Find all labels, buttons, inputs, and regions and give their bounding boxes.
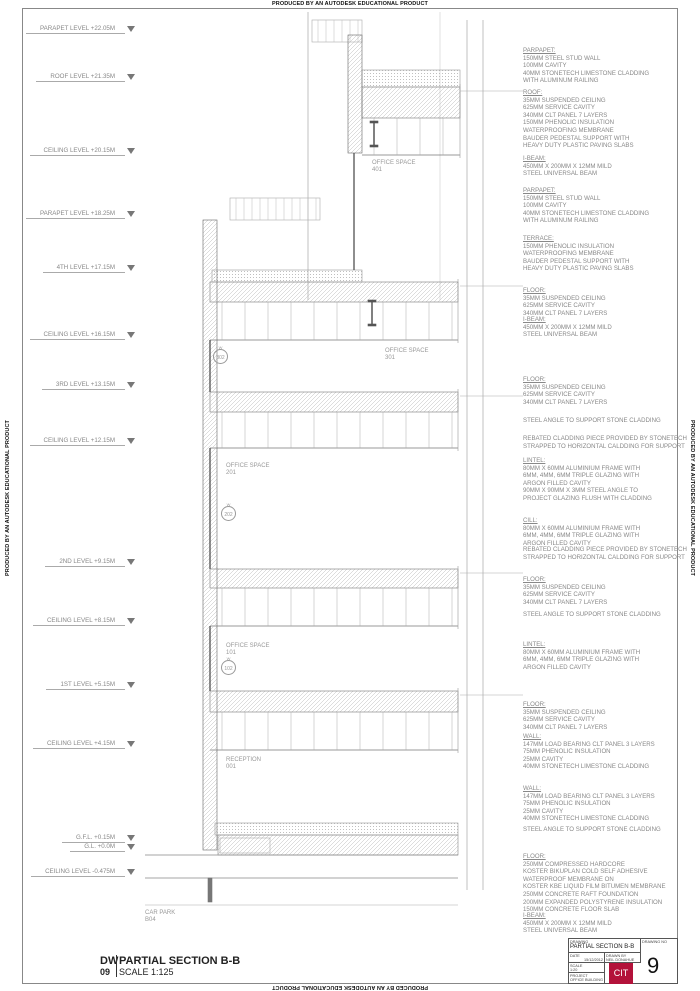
roof-insulation	[362, 70, 460, 87]
note-line: 40MM STONETECH LIMESTONE CLADDING	[523, 69, 650, 77]
annotation-note	[523, 826, 661, 834]
level-marker	[43, 264, 125, 273]
note-heading: I-BEAM:	[523, 912, 546, 919]
level-label: PARAPET LEVEL +18.25M	[39, 210, 115, 217]
note-line: 147MM LOAD BEARING CLT PANEL 3 LAYERS	[523, 792, 655, 800]
annotation-note	[523, 417, 661, 425]
note-line: 625MM SERVICE CAVITY	[523, 302, 595, 310]
level-label: CEILING LEVEL +20.15M	[43, 147, 115, 154]
level-marker	[70, 843, 125, 852]
tb-drawing-no: 9	[647, 953, 660, 978]
tb-project: OFFICE BUILDING	[570, 978, 603, 982]
level-triangle-icon	[127, 438, 135, 444]
window-tag: W 302	[213, 349, 228, 364]
note-line: HEAVY DUTY PLASTIC PAVING SLABS	[523, 265, 634, 273]
annotation-note	[523, 912, 612, 935]
level-label: G.F.L. +0.15M	[75, 834, 115, 841]
level-marker	[45, 558, 125, 567]
annotation-note	[523, 47, 649, 85]
room-label	[372, 160, 416, 174]
annotation-note	[523, 546, 687, 561]
level-label: PARAPET LEVEL +22.05M	[39, 25, 115, 32]
level-triangle-icon	[127, 332, 135, 338]
note-heading: FLOOR:	[523, 376, 546, 383]
level-marker	[36, 73, 125, 82]
level-marker	[30, 147, 125, 156]
drawing-scale: SCALE 1:125	[116, 967, 174, 977]
note-line: 40MM STONETECH LIMESTONE CLADDING	[523, 763, 650, 771]
room-name: OFFICE SPACE	[372, 160, 416, 166]
annotation-note	[523, 187, 649, 225]
note-line: 100MM CAVITY	[523, 202, 567, 210]
annotation-note	[523, 155, 612, 178]
note-heading: PARPAPET:	[523, 47, 556, 54]
room-name: RECEPTION	[226, 757, 262, 763]
note-heading: TERRACE:	[523, 235, 554, 242]
annotation-note	[523, 287, 607, 317]
note-heading: WALL:	[523, 785, 542, 792]
room-number: 401	[372, 167, 383, 173]
tb-drawn-by-label: DRAWN BY	[606, 954, 627, 958]
note-line: 625MM SERVICE CAVITY	[523, 716, 595, 724]
annotation-note	[523, 733, 655, 771]
note-heading: PARPAPET:	[523, 187, 556, 194]
room-number: 201	[226, 470, 237, 476]
note-line: STEEL ANGLE TO SUPPORT STONE CLADDING	[523, 417, 661, 424]
room-number: 101	[226, 650, 237, 656]
room-label	[385, 348, 429, 362]
level-label: CEILING LEVEL -0.475M	[45, 868, 115, 875]
note-line: 340MM CLT PANEL 7 LAYERS	[523, 398, 608, 406]
terrace-insulation	[212, 270, 362, 282]
note-line: 80MM X 60MM ALUMINIUM FRAME WITH	[523, 524, 641, 532]
basement-i-beam	[208, 878, 212, 902]
room-number: 301	[385, 355, 396, 361]
note-line: HEAVY DUTY PLASTIC PAVING SLABS	[523, 142, 634, 150]
clt-floor-slab	[210, 282, 458, 302]
note-line: WITH ALUMINUM RAILING	[523, 217, 599, 225]
room-name: CAR PARK	[145, 910, 176, 916]
note-line: WATERPROOF MEMBRANE ON	[523, 875, 614, 883]
note-line: 35MM SUSPENDED CEILING	[523, 708, 606, 716]
note-line: 6MM, 4MM, 6MM TRIPLE GLAZING WITH	[523, 472, 640, 480]
upper-parapet-wall	[348, 35, 362, 153]
note-line: WATERPROOFING MEMBRANE	[523, 250, 614, 258]
watermark-left: PRODUCED BY AN AUTODESK EDUCATIONAL PRODUCT	[5, 420, 11, 576]
note-line: 340MM CLT PANEL 7 LAYERS	[523, 309, 608, 317]
note-heading: ROOF:	[523, 89, 543, 96]
note-line: 75MM PHENOLIC INSULATION	[523, 748, 611, 756]
drawing-code-bottom: 09	[100, 967, 111, 977]
note-line: 340MM CLT PANEL 7 LAYERS	[523, 723, 608, 731]
annotation-note	[523, 235, 634, 273]
note-line: 75MM PHENOLIC INSULATION	[523, 800, 611, 808]
i-beam-flange	[368, 324, 376, 326]
note-line: KOSTER BIKUPLAN COLD SELF ADHESIVE	[523, 868, 648, 876]
note-line: 100MM CAVITY	[523, 62, 567, 70]
note-line: 625MM SERVICE CAVITY	[523, 591, 595, 599]
note-line: 40MM STONETECH LIMESTONE CLADDING	[523, 815, 650, 823]
ground-slab	[215, 823, 458, 835]
window-tag: W 102	[221, 660, 236, 675]
note-line: STEEL UNIVERSAL BEAM	[523, 170, 598, 178]
level-label: CEILING LEVEL +8.15M	[46, 617, 115, 624]
note-line: 25MM CAVITY	[523, 807, 564, 815]
note-line: 6MM, 4MM, 6MM TRIPLE GLAZING WITH	[523, 656, 640, 664]
annotation-note	[523, 435, 687, 450]
level-triangle-icon	[127, 382, 135, 388]
level-label: CEILING LEVEL +12.15M	[43, 437, 115, 444]
note-line: 35MM SUSPENDED CEILING	[523, 383, 606, 391]
note-line: 150MM PHENOLIC INSULATION	[523, 242, 614, 250]
note-line: PROJECT GLAZING FLUSH WITH CLADDING	[523, 494, 652, 502]
room-label	[226, 643, 270, 657]
level-marker	[62, 834, 125, 843]
watermark-top: PRODUCED BY AN AUTODESK EDUCATIONAL PRODUCT	[272, 1, 428, 7]
tb-date-label: DATE	[570, 954, 580, 958]
level-triangle-icon	[127, 74, 135, 80]
annotation-note	[523, 641, 640, 671]
level-marker	[30, 331, 125, 340]
note-line: ARGON FILLED CAVITY	[523, 663, 591, 671]
watermark-bottom: PRODUCED BY AN AUTODESK EDUCATIONAL PRODUCT	[272, 984, 428, 990]
annotation-note	[523, 89, 634, 150]
level-label: G.L. +0.0M	[84, 843, 115, 850]
clt-floor-slab	[210, 392, 458, 412]
tb-drawn-by: NEIL DONAHUE	[606, 958, 635, 962]
railing	[230, 198, 320, 220]
note-line: 35MM SUSPENDED CEILING	[523, 96, 606, 104]
note-heading: LINTEL:	[523, 457, 546, 464]
tb-scale: 1:20	[570, 968, 578, 972]
note-line: REBATED CLADDING PIECE PROVIDED BY STONETECH	[523, 435, 687, 442]
note-line: 340MM CLT PANEL 7 LAYERS	[523, 111, 608, 119]
window-tag: W 202	[221, 506, 236, 521]
note-line: 150MM CONCRETE FLOOR SLAB	[523, 906, 620, 914]
note-line: STRAPPED TO HORIZONTAL CALDDING FOR SUPPORT	[523, 553, 685, 561]
note-line: 200MM EXPANDED POLYSTYRENE INSULATION	[523, 898, 663, 906]
room-name: OFFICE SPACE	[226, 643, 270, 649]
note-line: 35MM SUSPENDED CEILING	[523, 583, 606, 591]
level-triangle-icon	[127, 682, 135, 688]
level-label: CEILING LEVEL +16.15M	[43, 331, 115, 338]
note-line: 625MM SERVICE CAVITY	[523, 104, 595, 112]
note-line: 80MM X 60MM ALUMINIUM FRAME WITH	[523, 464, 641, 472]
room-label	[226, 463, 270, 477]
note-line: KOSTER KBE LIQUID FILM BITUMEN MEMBRANE	[523, 883, 666, 891]
level-label: 4TH LEVEL +17.15M	[56, 264, 115, 271]
level-triangle-icon	[127, 835, 135, 841]
note-line: BAUDER PEDESTAL SUPPORT WITH	[523, 134, 630, 142]
annotation-note	[523, 701, 607, 731]
i-beam-flange	[370, 145, 378, 147]
tb-drawing-label: DRAWING	[570, 940, 589, 944]
note-line: 150MM PHENOLIC INSULATION	[523, 119, 614, 127]
note-line: 450MM X 200MM X 12MM MILD	[523, 162, 612, 170]
level-label: CEILING LEVEL +4.15M	[46, 740, 115, 747]
note-line: STEEL UNIVERSAL BEAM	[523, 927, 598, 935]
note-line: REBATED CLADDING PIECE PROVIDED BY STONETECH	[523, 546, 687, 553]
room-name: OFFICE SPACE	[226, 463, 270, 469]
note-line: WITH ALUMINUM RAILING	[523, 77, 599, 85]
tb-project-label: PROJECT	[570, 974, 588, 978]
room-label	[145, 910, 175, 924]
annotation-note	[523, 376, 607, 406]
annotation-note	[523, 457, 652, 503]
drawing-title	[100, 955, 240, 977]
note-line: STEEL UNIVERSAL BEAM	[523, 331, 598, 339]
level-marker	[26, 25, 125, 34]
note-heading: I-BEAM:	[523, 155, 546, 162]
note-line: ARGON FILLED CAVITY	[523, 539, 591, 547]
room-name: OFFICE SPACE	[385, 348, 429, 354]
level-triangle-icon	[127, 869, 135, 875]
note-line: 90MM X 90MM X 3MM STEEL ANGLE TO	[523, 487, 639, 495]
tb-drawing-no-label: DRAWING NO	[642, 940, 667, 944]
drawing-code-top: DW	[100, 955, 119, 967]
annotation-note	[523, 316, 612, 339]
note-heading: FLOOR:	[523, 287, 546, 294]
clt-floor-slab	[210, 691, 458, 712]
level-triangle-icon	[127, 559, 135, 565]
tb-date: 15/12/2012	[583, 958, 603, 962]
note-heading: LINTEL:	[523, 641, 546, 648]
tb-drawing: PARTIAL SECTION B-B	[570, 944, 635, 950]
note-heading: CILL:	[523, 517, 538, 524]
note-line: 250MM COMPRESSED HARDCORE	[523, 860, 625, 868]
level-triangle-icon	[127, 26, 135, 32]
level-marker	[33, 617, 125, 626]
note-line: STEEL ANGLE TO SUPPORT STONE CLADDING	[523, 826, 661, 833]
level-marker	[33, 740, 125, 749]
note-line: 40MM STONETECH LIMESTONE CLADDING	[523, 209, 650, 217]
annotation-note	[523, 611, 661, 619]
drawing-title-text: PARTIAL SECTION B-B	[116, 955, 240, 967]
note-heading: FLOOR:	[523, 853, 546, 860]
clt-floor-slab	[362, 87, 460, 118]
note-line: 150MM STEEL STUD WALL	[523, 194, 601, 202]
note-line: WATERPROOFING MEMBRANE	[523, 126, 614, 134]
room-label	[226, 757, 261, 771]
annotation-note	[523, 517, 640, 547]
tb-scale-label: SCALE	[570, 964, 583, 968]
note-line: 80MM X 60MM ALUMINIUM FRAME WITH	[523, 648, 641, 656]
note-line: 150MM STEEL STUD WALL	[523, 54, 601, 62]
note-line: STRAPPED TO HORIZONTAL CALDDING FOR SUPPORT	[523, 442, 685, 450]
clt-floor-slab	[210, 569, 458, 588]
level-label: 3RD LEVEL +13.15M	[55, 381, 115, 388]
note-line: 35MM SUSPENDED CEILING	[523, 294, 606, 302]
level-label: 2ND LEVEL +9.15M	[59, 558, 115, 565]
level-label: 1ST LEVEL +5.15M	[60, 681, 115, 688]
cit-logo: CIT	[609, 963, 633, 984]
note-line: BAUDER PEDESTAL SUPPORT WITH	[523, 257, 630, 265]
note-line: 147MM LOAD BEARING CLT PANEL 3 LAYERS	[523, 740, 655, 748]
note-line: 6MM, 4MM, 6MM TRIPLE GLAZING WITH	[523, 532, 640, 540]
level-triangle-icon	[127, 844, 135, 850]
level-marker	[46, 681, 125, 690]
level-triangle-icon	[127, 148, 135, 154]
level-triangle-icon	[127, 211, 135, 217]
note-line: ARGON FILLED CAVITY	[523, 479, 591, 487]
note-line: 450MM X 200MM X 12MM MILD	[523, 919, 612, 927]
note-heading: FLOOR:	[523, 701, 546, 708]
annotation-note	[523, 785, 655, 823]
level-marker	[42, 381, 125, 390]
room-number: 001	[226, 764, 237, 770]
note-line: 340MM CLT PANEL 7 LAYERS	[523, 598, 608, 606]
room-number: B04	[145, 917, 156, 923]
note-heading: FLOOR:	[523, 576, 546, 583]
level-marker	[31, 868, 125, 877]
note-line: 625MM SERVICE CAVITY	[523, 391, 595, 399]
level-triangle-icon	[127, 265, 135, 271]
note-line: 25MM CAVITY	[523, 755, 564, 763]
title-block	[568, 938, 678, 984]
level-triangle-icon	[127, 618, 135, 624]
level-marker	[30, 437, 125, 446]
note-line: 250MM CONCRETE RAFT FOUNDATION	[523, 890, 639, 898]
annotation-note	[523, 576, 607, 606]
level-triangle-icon	[127, 741, 135, 747]
level-marker	[26, 210, 125, 219]
note-heading: I-BEAM:	[523, 316, 546, 323]
watermark-right: PRODUCED BY AN AUTODESK EDUCATIONAL PRODUCT	[689, 420, 695, 576]
note-line: 450MM X 200MM X 12MM MILD	[523, 323, 612, 331]
note-heading: WALL:	[523, 733, 542, 740]
level-label: ROOF LEVEL +21.35M	[50, 73, 115, 80]
annotation-note	[523, 853, 666, 914]
note-line: STEEL ANGLE TO SUPPORT STONE CLADDING	[523, 611, 661, 618]
